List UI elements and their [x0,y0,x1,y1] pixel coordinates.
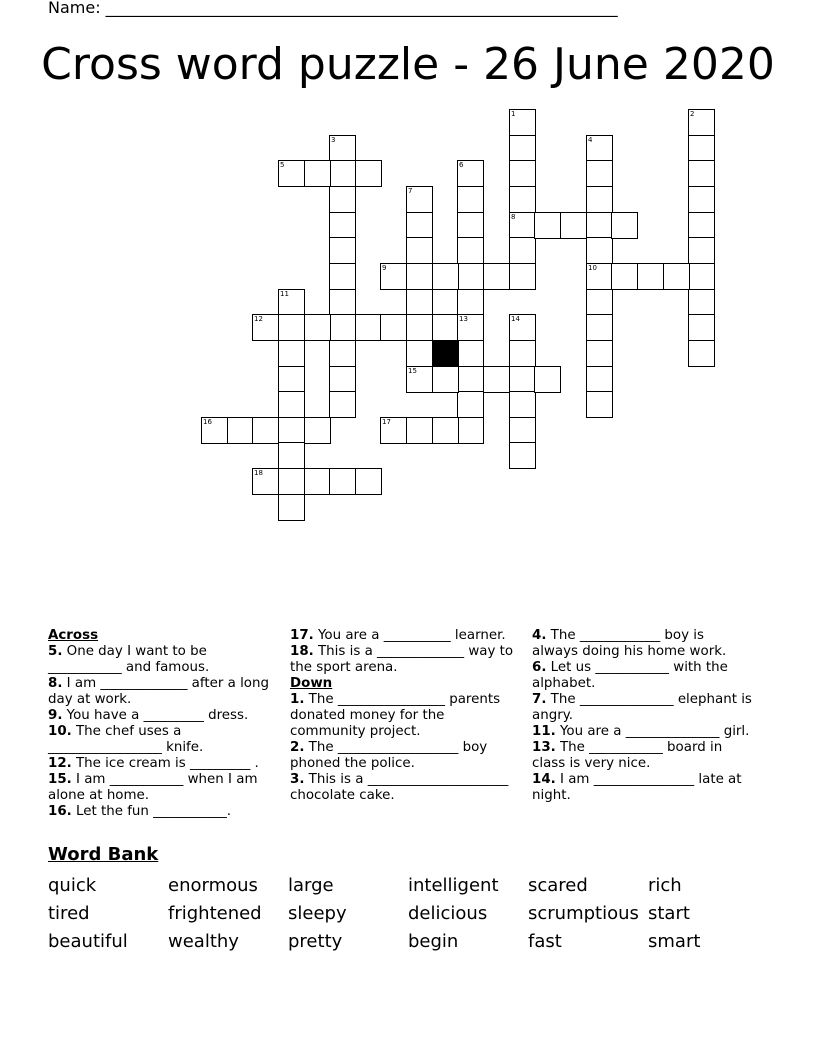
clue [290,692,522,740]
grid-cell[interactable] [586,186,613,213]
grid-cell[interactable] [688,237,715,264]
grid-cell[interactable] [406,289,433,316]
clue-text: The chef uses a _________________ knife. [48,724,204,755]
grid-cell[interactable] [688,109,715,136]
clue-number: 2. [290,740,305,755]
clue-number: 18 [254,469,263,477]
clue-number: 10. [48,724,72,739]
grid-cell[interactable] [688,314,715,341]
grid-cell[interactable] [457,186,484,213]
grid-cell[interactable] [252,314,279,341]
grid-cell[interactable] [509,442,536,469]
clue-number: 9. [48,708,63,723]
clue [532,740,754,772]
clue-number: 4 [588,136,593,144]
clue-number: 12 [254,315,263,323]
grid-cell[interactable] [329,186,356,213]
clue-number: 8. [48,676,63,691]
clue-number: 5 [280,161,285,169]
clue [290,644,522,676]
grid-cell[interactable] [457,289,484,316]
name-field-line: Name: ________________________________________________________________ [48,0,618,17]
grid-cell[interactable] [457,237,484,264]
grid-cell[interactable] [329,366,356,393]
grid-cell[interactable] [406,366,433,393]
grid-cell[interactable] [380,263,407,290]
grid-cell[interactable] [457,263,484,290]
grid-cell[interactable] [278,391,305,418]
grid-cell[interactable] [586,366,613,393]
grid-cell[interactable] [432,263,459,290]
clue-number: 14. [532,772,556,787]
word-bank-item: quick [48,875,97,896]
grid-cell[interactable] [611,212,638,239]
grid-cell[interactable] [457,391,484,418]
word-bank-item: smart [648,931,701,952]
grid-cell[interactable] [432,417,459,444]
grid-cell[interactable] [304,417,331,444]
grid-cell[interactable] [252,468,279,495]
clue [48,772,280,804]
clue-number: 15. [48,772,72,787]
clue [532,692,754,724]
clue [290,740,522,772]
grid-cell[interactable] [329,237,356,264]
grid-cell[interactable] [329,468,356,495]
clue-number: 1 [511,110,516,118]
grid-cell[interactable] [406,314,433,341]
grid-cell[interactable] [509,135,536,162]
clue-heading: Down [290,676,333,691]
grid-cell[interactable] [457,212,484,239]
clue-number: 18. [290,644,314,659]
clue-text: You are a ______________ girl. [555,724,750,739]
clue [48,724,280,756]
clue-number: 1. [290,692,305,707]
grid-cell[interactable] [509,212,536,239]
grid-cell[interactable] [278,494,305,521]
grid-cell[interactable] [329,340,356,367]
grid-cell[interactable] [380,314,407,341]
clue-number: 17 [382,418,391,426]
clue-number: 16. [48,804,72,819]
grid-cell[interactable] [688,160,715,187]
grid-cell[interactable] [329,289,356,316]
clue [290,628,522,644]
grid-cell[interactable] [329,135,356,162]
clue [48,708,280,724]
clues-column-2 [290,628,522,804]
grid-cell[interactable] [380,417,407,444]
clue [48,756,280,772]
grid-cell[interactable] [688,135,715,162]
clue-text: The ice cream is _________ . [71,756,259,771]
clue-number: 5. [48,644,63,659]
grid-cell[interactable] [278,417,305,444]
grid-cell[interactable] [406,212,433,239]
clue-number: 16 [203,418,212,426]
grid-cell[interactable] [252,417,279,444]
clue-text: One day I want to be ___________ and famous. [48,644,210,675]
grid-cell[interactable] [509,417,536,444]
grid-cell[interactable] [509,237,536,264]
grid-cell[interactable] [355,160,382,187]
grid-cell[interactable] [509,340,536,367]
grid-cell[interactable] [278,366,305,393]
clue [290,772,522,804]
clue-number: 11 [280,290,289,298]
grid-cell[interactable] [329,212,356,239]
grid-cell[interactable] [457,160,484,187]
grid-cell[interactable] [611,263,638,290]
clue [48,804,280,820]
grid-cell[interactable] [560,212,587,239]
clue [48,676,280,708]
grid-cell[interactable] [457,417,484,444]
grid-cell[interactable] [227,417,254,444]
clue-number: 8 [511,213,516,221]
grid-cell[interactable] [637,263,664,290]
clue-text: This is a _____________ way to the sport arena. [290,644,514,675]
grid-cell[interactable] [586,289,613,316]
grid-cell[interactable] [483,366,510,393]
clue-text: The ______________ elephant is angry. [532,692,752,723]
clue-number: 11. [532,724,556,739]
grid-cell[interactable] [534,212,561,239]
word-bank-item: pretty [288,931,343,952]
grid-cell[interactable] [201,417,228,444]
grid-cell[interactable] [509,366,536,393]
clue-text: I am ___________ when I am alone at home. [48,772,258,803]
clue-text: This is a _____________________ chocolate cake. [290,772,509,803]
grid-cell[interactable] [355,314,382,341]
grid-cell[interactable] [406,340,433,367]
grid-cell[interactable] [509,160,536,187]
clue-text: You have a _________ dress. [62,708,249,723]
clue-number: 13 [459,315,468,323]
grid-cell[interactable] [534,366,561,393]
grid-black-cell [432,340,459,367]
grid-cell[interactable] [688,186,715,213]
grid-cell[interactable] [329,314,356,341]
grid-cell[interactable] [586,314,613,341]
grid-cell[interactable] [586,160,613,187]
clue [532,628,754,660]
grid-cell[interactable] [329,263,356,290]
grid-cell[interactable] [586,212,613,239]
grid-cell[interactable] [304,314,331,341]
clue-number: 15 [408,367,417,375]
clue-text: The ___________ board in class is very nice. [532,740,723,771]
grid-cell[interactable] [355,468,382,495]
grid-cell[interactable] [304,468,331,495]
word-bank-item: fast [528,931,562,952]
grid-cell[interactable] [483,263,510,290]
grid-cell[interactable] [329,160,356,187]
clue-number: 6 [459,161,464,169]
grid-cell[interactable] [278,314,305,341]
clue-number: 7 [408,187,413,195]
grid-cell[interactable] [457,340,484,367]
grid-cell[interactable] [278,160,305,187]
grid-cell[interactable] [457,314,484,341]
clue [532,724,754,740]
word-bank-item: rich [648,875,682,896]
grid-cell[interactable] [406,417,433,444]
clue [532,772,754,804]
word-bank-item: beautiful [48,931,128,952]
clue-number: 10 [588,264,597,272]
word-bank-item: sleepy [288,903,347,924]
clue-number: 7. [532,692,547,707]
clue-text: Let the fun ___________. [71,804,232,819]
grid-cell[interactable] [586,340,613,367]
clue-number: 17. [290,628,314,643]
grid-cell[interactable] [278,442,305,469]
grid-cell[interactable] [509,109,536,136]
grid-cell[interactable] [278,289,305,316]
grid-cell[interactable] [329,391,356,418]
word-bank-item: large [288,875,334,896]
word-bank-item: begin [408,931,459,952]
clue-text: I am _____________ after a long day at work. [48,676,269,707]
grid-cell[interactable] [586,391,613,418]
clue [48,644,280,676]
clue-number: 2 [690,110,695,118]
clue-number: 3 [331,136,336,144]
grid-cell[interactable] [688,289,715,316]
grid-cell[interactable] [278,468,305,495]
clue-number: 14 [511,315,520,323]
grid-cell[interactable] [509,263,536,290]
grid-cell[interactable] [688,212,715,239]
word-bank-item: delicious [408,903,488,924]
clue-number: 3. [290,772,305,787]
word-bank-item: intelligent [408,875,499,896]
grid-cell[interactable] [432,314,459,341]
grid-cell[interactable] [406,263,433,290]
grid-cell[interactable] [432,366,459,393]
clue-number: 9 [382,264,387,272]
grid-cell[interactable] [688,263,715,290]
clue-text: You are a __________ learner. [313,628,506,643]
grid-cell[interactable] [586,263,613,290]
clue-number: 6. [532,660,547,675]
grid-cell[interactable] [509,186,536,213]
word-bank-item: enormous [168,875,258,896]
clue-text: The __________________ boy phoned the police. [290,740,488,771]
page-title: Cross word puzzle - 26 June 2020 [41,39,775,90]
clue-text: The ____________ boy is always doing his home work. [532,628,727,659]
grid-cell[interactable] [406,237,433,264]
clues-column-3 [532,628,754,804]
word-bank-item: wealthy [168,931,239,952]
grid-cell[interactable] [688,340,715,367]
grid-cell[interactable] [509,391,536,418]
word-bank-title: Word Bank [48,844,159,865]
word-bank-item: frightened [168,903,262,924]
grid-cell[interactable] [304,160,331,187]
word-bank-item: tired [48,903,90,924]
grid-cell[interactable] [509,314,536,341]
clue-number: 12. [48,756,72,771]
word-bank-item: scrumptious [528,903,639,924]
grid-cell[interactable] [663,263,690,290]
grid-cell[interactable] [586,237,613,264]
clue-heading: Across [48,628,99,643]
grid-cell[interactable] [586,135,613,162]
word-bank-item: scared [528,875,588,896]
clue-text: I am _______________ late at night. [532,772,742,803]
clue-number: 13. [532,740,556,755]
clue-text: The ________________ parents donated money for the community project. [290,692,501,739]
grid-cell[interactable] [406,186,433,213]
grid-cell[interactable] [278,340,305,367]
clues-column-1 [48,628,280,820]
clue [532,660,754,692]
clue-number: 4. [532,628,547,643]
clue-text: Let us ___________ with the alphabet. [532,660,728,691]
grid-cell[interactable] [457,366,484,393]
word-bank-item: start [648,903,690,924]
